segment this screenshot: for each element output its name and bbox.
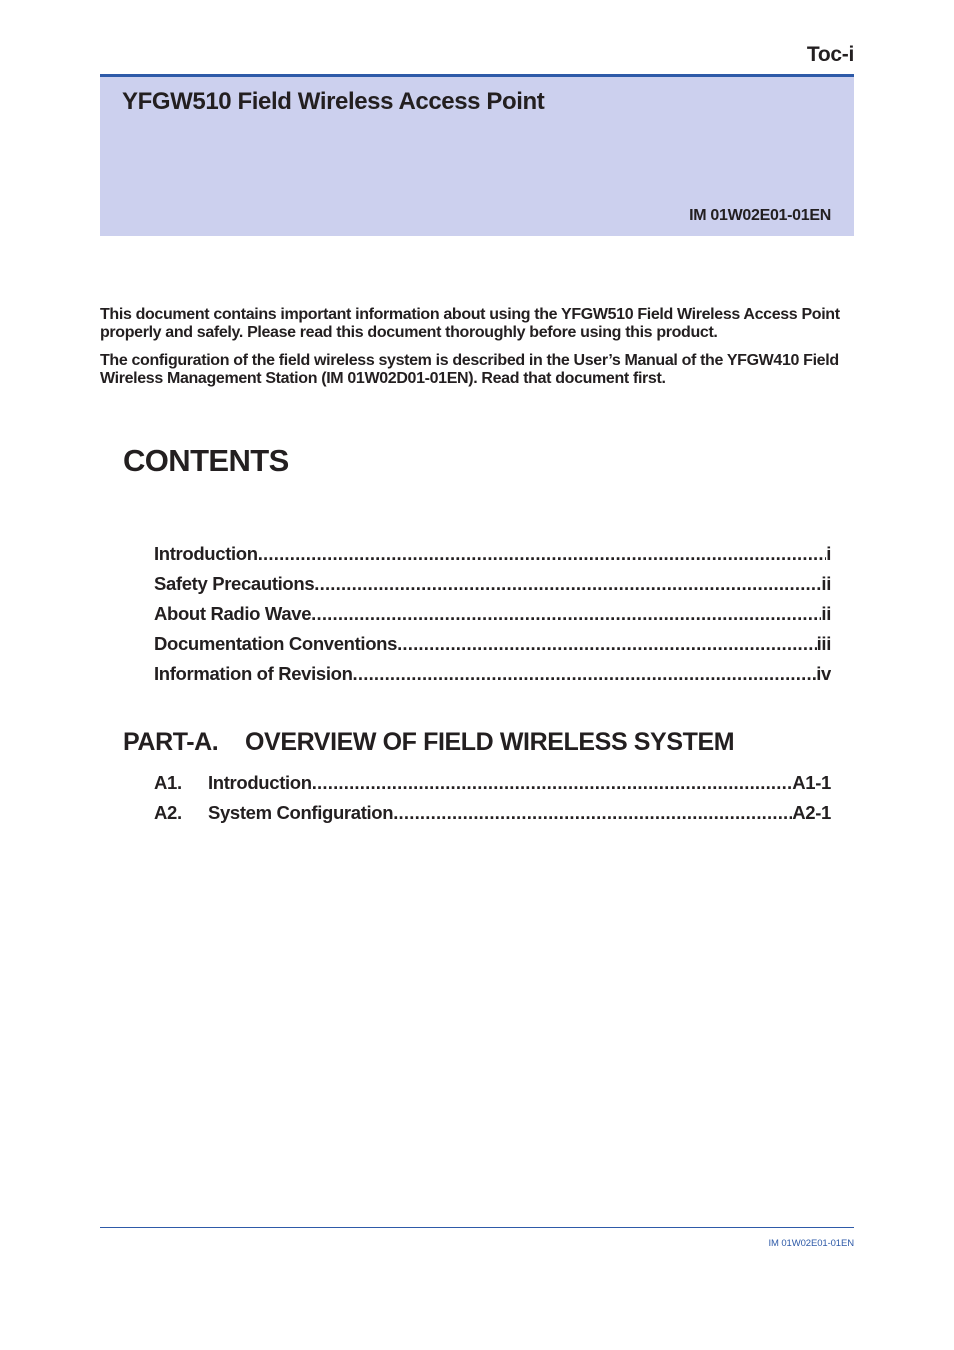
toc-entry-label: Introduction <box>208 772 312 793</box>
toc-entry-about-radio-wave[interactable] <box>154 603 831 633</box>
toc-entry-label: Safety Precautions <box>154 573 315 594</box>
toc-entry-label: Information of Revision <box>154 663 353 684</box>
toc-entry-label: System Configuration <box>208 802 394 823</box>
toc-leader-dots <box>312 772 793 794</box>
toc-entry-page: iv <box>816 663 831 684</box>
toc-leader-dots <box>314 573 821 595</box>
intro-text <box>100 306 854 398</box>
toc-entry-safety-precautions[interactable] <box>154 573 831 603</box>
toc-entry-page: ii <box>821 573 831 594</box>
front-matter-toc <box>154 543 831 693</box>
toc-entry-label: Introduction <box>154 543 258 564</box>
part-title: OVERVIEW OF FIELD WIRELESS SYSTEM <box>245 728 735 756</box>
toc-entry-page: i <box>826 543 831 564</box>
part-a-toc <box>154 772 831 832</box>
title-banner <box>100 74 854 236</box>
toc-entry-information-of-revision[interactable] <box>154 663 831 693</box>
toc-entry-documentation-conventions[interactable] <box>154 633 831 663</box>
toc-entry-a2-system-configuration[interactable] <box>154 802 831 832</box>
page-tag: Toc-i <box>806 43 854 66</box>
toc-leader-dots <box>258 543 827 565</box>
toc-leader-dots <box>397 633 817 655</box>
intro-paragraph-1: This document contains important information about using the YFGW510 Field Wireless Access Point properly and safely. Please read this document thoroughly before using this product. <box>100 306 840 341</box>
toc-entry-page: ii <box>821 603 831 624</box>
toc-entry-number: A1. <box>154 772 182 793</box>
part-a-heading[interactable] <box>123 728 734 757</box>
toc-entry-label: Documentation Conventions <box>154 633 398 654</box>
toc-leader-dots <box>393 802 792 824</box>
intro-paragraph-2: The configuration of the field wireless system is described in the User’s Manual of the YFGW410 Field Wireless Management Station (IM 01W02D01-01EN). Read that document first. <box>100 352 839 387</box>
footer-document-number: IM 01W02E01-01EN <box>768 1238 854 1249</box>
footer-divider <box>100 1227 854 1228</box>
toc-leader-dots <box>311 603 821 625</box>
document-number: IM 01W02E01-01EN <box>689 207 831 224</box>
toc-leader-dots <box>353 663 817 685</box>
part-number: PART-A. <box>123 728 219 756</box>
toc-entry-number: A2. <box>154 802 182 823</box>
toc-entry-page: iii <box>816 633 831 654</box>
toc-entry-introduction[interactable] <box>154 543 831 573</box>
document-title: YFGW510 Field Wireless Access Point <box>122 88 545 115</box>
toc-entry-label: About Radio Wave <box>154 603 312 624</box>
contents-heading: CONTENTS <box>123 443 289 478</box>
toc-entry-page: A2-1 <box>792 802 831 823</box>
toc-entry-page: A1-1 <box>792 772 831 793</box>
toc-entry-a1-introduction[interactable] <box>154 772 831 802</box>
